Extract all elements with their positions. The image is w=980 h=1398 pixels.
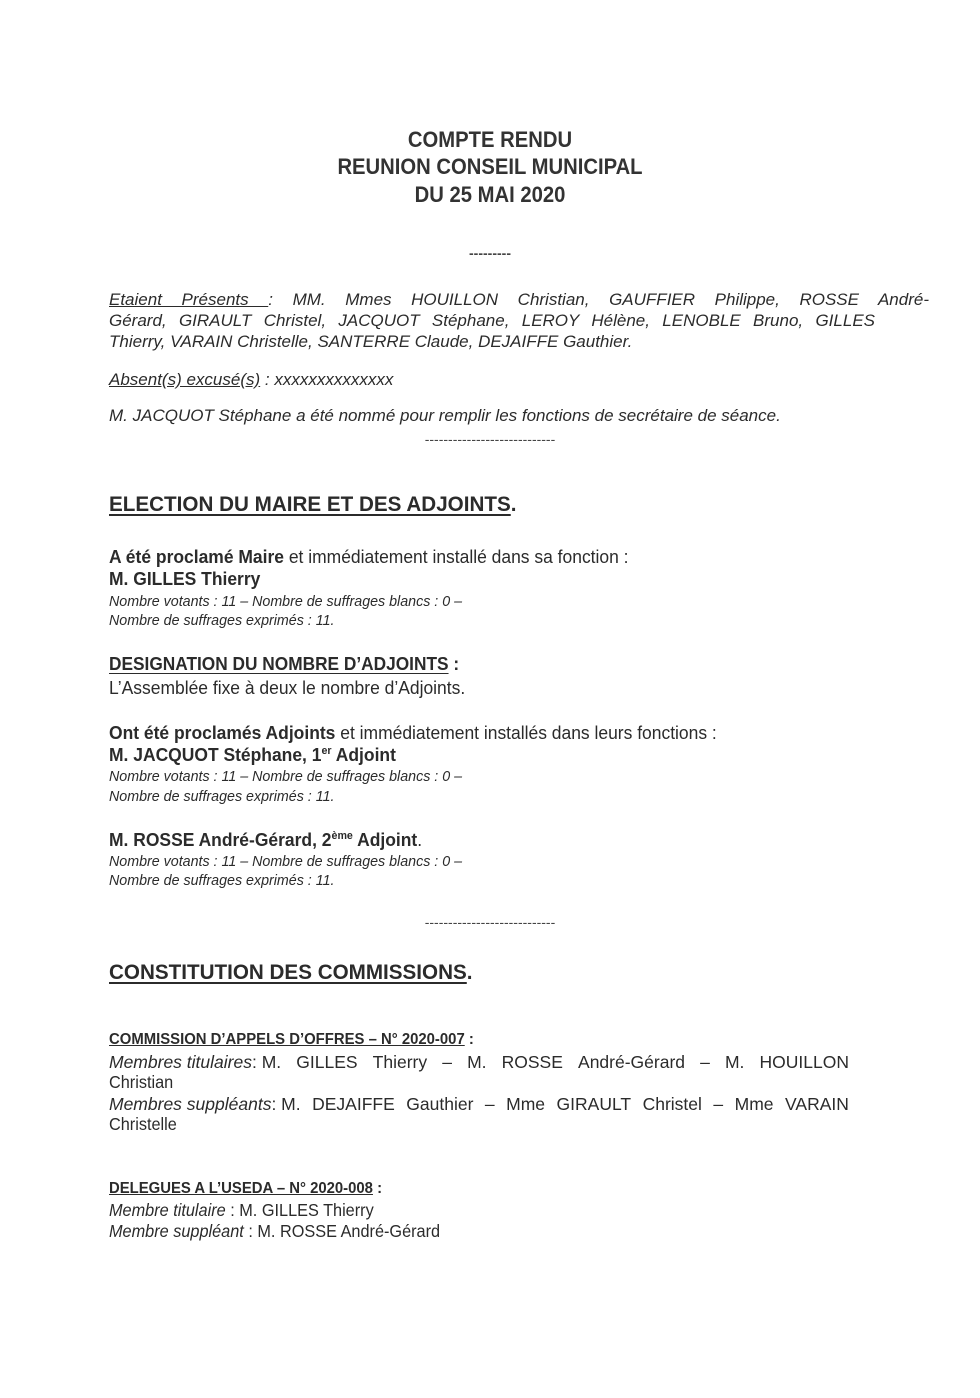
- word: M.: [467, 1052, 487, 1072]
- election-heading: [109, 494, 516, 516]
- word: –: [700, 1052, 710, 1072]
- label: Membre titulaire: [109, 1200, 226, 1220]
- name: M. ROSSE André-Gérard, 2: [109, 830, 332, 850]
- intro-bold: Adjoints: [265, 723, 336, 743]
- useda-suppleant: [109, 1223, 440, 1241]
- useda-heading: [109, 1181, 382, 1197]
- maire-name: M. GILLES Thierry: [109, 569, 261, 589]
- absent-value: : xxxxxxxxxxxxxx: [260, 370, 394, 389]
- name: M. JACQUOT Stéphane, 1: [109, 745, 322, 765]
- heading-suffix: :: [448, 654, 460, 674]
- label: Membres titulaires: [109, 1052, 252, 1072]
- heading-suffix: :: [464, 1031, 474, 1048]
- title-line-3: DU 25 MAI 2020: [414, 182, 566, 207]
- cao-suppleants: [109, 1096, 849, 1114]
- secretary-line: M. JACQUOT Stéphane a été nommé pour remplir les fonctions de secrétaire de séance.: [109, 406, 781, 425]
- word: DEJAIFFE: [312, 1094, 395, 1114]
- second-adjoint-votes-1: Nombre votants : 11 – Nombre de suffrages blancs : 0 –: [109, 853, 463, 870]
- first-adjoint-votes-2: Nombre de suffrages exprimés : 11.: [109, 788, 335, 805]
- intro-bold: Ont été proclamés: [109, 723, 266, 743]
- role: Adjoint: [352, 830, 418, 850]
- value: : M. GILLES Thierry: [225, 1200, 374, 1220]
- word: M.: [724, 1052, 745, 1072]
- designation-heading: [109, 655, 459, 673]
- word: ROSSE: [501, 1052, 563, 1072]
- word: GIRAULT: [556, 1094, 632, 1114]
- present-line-1: [109, 291, 929, 308]
- heading-text: CONSTITUTION DES COMMISSIONS: [109, 960, 467, 984]
- title-line-2: REUNION CONSEIL MUNICIPAL: [337, 154, 643, 179]
- word: Mme: [734, 1094, 774, 1114]
- commissions-heading: [109, 962, 473, 984]
- cao-titulaires: [109, 1054, 849, 1072]
- maire-votes-1: Nombre votants : 11 – Nombre de suffrages blancs : 0 –: [109, 593, 463, 610]
- present-label: Etaient Présents: [109, 290, 269, 309]
- heading-suffix: :: [372, 1180, 383, 1197]
- intro-rest: et immédiatement installés dans leurs fonctions :: [335, 723, 717, 743]
- designation-text: L’Assemblée fixe à deux le nombre d’Adjoints.: [109, 678, 466, 698]
- ordinal: er: [321, 745, 332, 757]
- word: HOUILLON: [759, 1052, 849, 1072]
- heading-text: COMMISSION D’APPELS D’OFFRES – N° 2020-007: [109, 1031, 465, 1048]
- cao-heading: [109, 1032, 474, 1048]
- second-adjoint-votes-2: Nombre de suffrages exprimés : 11.: [109, 872, 335, 889]
- adjoints-intro: [109, 724, 717, 742]
- absent-label: Absent(s) excusé(s): [109, 370, 261, 389]
- present-line-3: Thierry, VARAIN Christelle, SANTERRE Claude, DEJAIFFE Gauthier.: [109, 332, 633, 351]
- heading-text: ELECTION DU MAIRE ET DES ADJOINTS: [109, 492, 511, 516]
- title-line-1: COMPTE RENDU: [407, 127, 573, 152]
- separator: ----------------------------: [424, 431, 556, 447]
- maire-intro: [109, 548, 629, 566]
- maire-intro-bold: A été proclamé Maire: [109, 547, 284, 567]
- word: Thierry: [372, 1052, 428, 1072]
- heading-text: DELEGUES A L’USEDA – N° 2020-008: [109, 1180, 373, 1197]
- maire-votes-2: Nombre de suffrages exprimés : 11.: [109, 612, 335, 629]
- word: –: [442, 1052, 452, 1072]
- present-text: : MM. Mmes HOUILLON Christian, GAUFFIER Philippe, ROSSE André-: [268, 290, 929, 309]
- second-adjoint-name: [109, 831, 422, 849]
- maire-intro-rest: et immédiatement installé dans sa fonction :: [283, 547, 629, 567]
- suffix: .: [417, 830, 423, 850]
- value: : M. ROSSE André-Gérard: [243, 1221, 441, 1241]
- role: Adjoint: [331, 745, 396, 765]
- word: Mme: [506, 1094, 546, 1114]
- separator: ----------------------------: [424, 914, 556, 930]
- label: Membre suppléant: [109, 1221, 244, 1241]
- word: –: [713, 1094, 724, 1114]
- first-adjoint-votes-1: Nombre votants : 11 – Nombre de suffrages blancs : 0 –: [109, 768, 463, 785]
- cao-suppleants-cont: Christelle: [109, 1114, 177, 1134]
- word: André-Gérard: [578, 1052, 686, 1072]
- present-line-2: Gérard, GIRAULT Christel, JACQUOT Stéphane, LEROY Hélène, LENOBLE Bruno, GILLES: [109, 311, 875, 330]
- absent-line: [109, 371, 393, 388]
- separator: ---------: [469, 245, 511, 261]
- label: Membres suppléants: [109, 1094, 272, 1114]
- cao-titulaires-cont: Christian: [109, 1072, 174, 1092]
- heading-suffix: .: [510, 492, 517, 516]
- word: Gauthier: [406, 1094, 474, 1114]
- first-adjoint-name: [109, 746, 396, 764]
- word: –: [484, 1094, 495, 1114]
- word: VARAIN: [785, 1094, 849, 1114]
- useda-titulaire: [109, 1202, 374, 1220]
- word: : M.: [271, 1094, 301, 1114]
- word: : M.: [251, 1052, 282, 1072]
- ordinal: ème: [331, 830, 353, 842]
- word: Christel: [642, 1094, 702, 1114]
- heading-suffix: .: [466, 960, 473, 984]
- word: GILLES: [296, 1052, 358, 1072]
- heading-text: DESIGNATION DU NOMBRE D’ADJOINTS: [109, 654, 449, 674]
